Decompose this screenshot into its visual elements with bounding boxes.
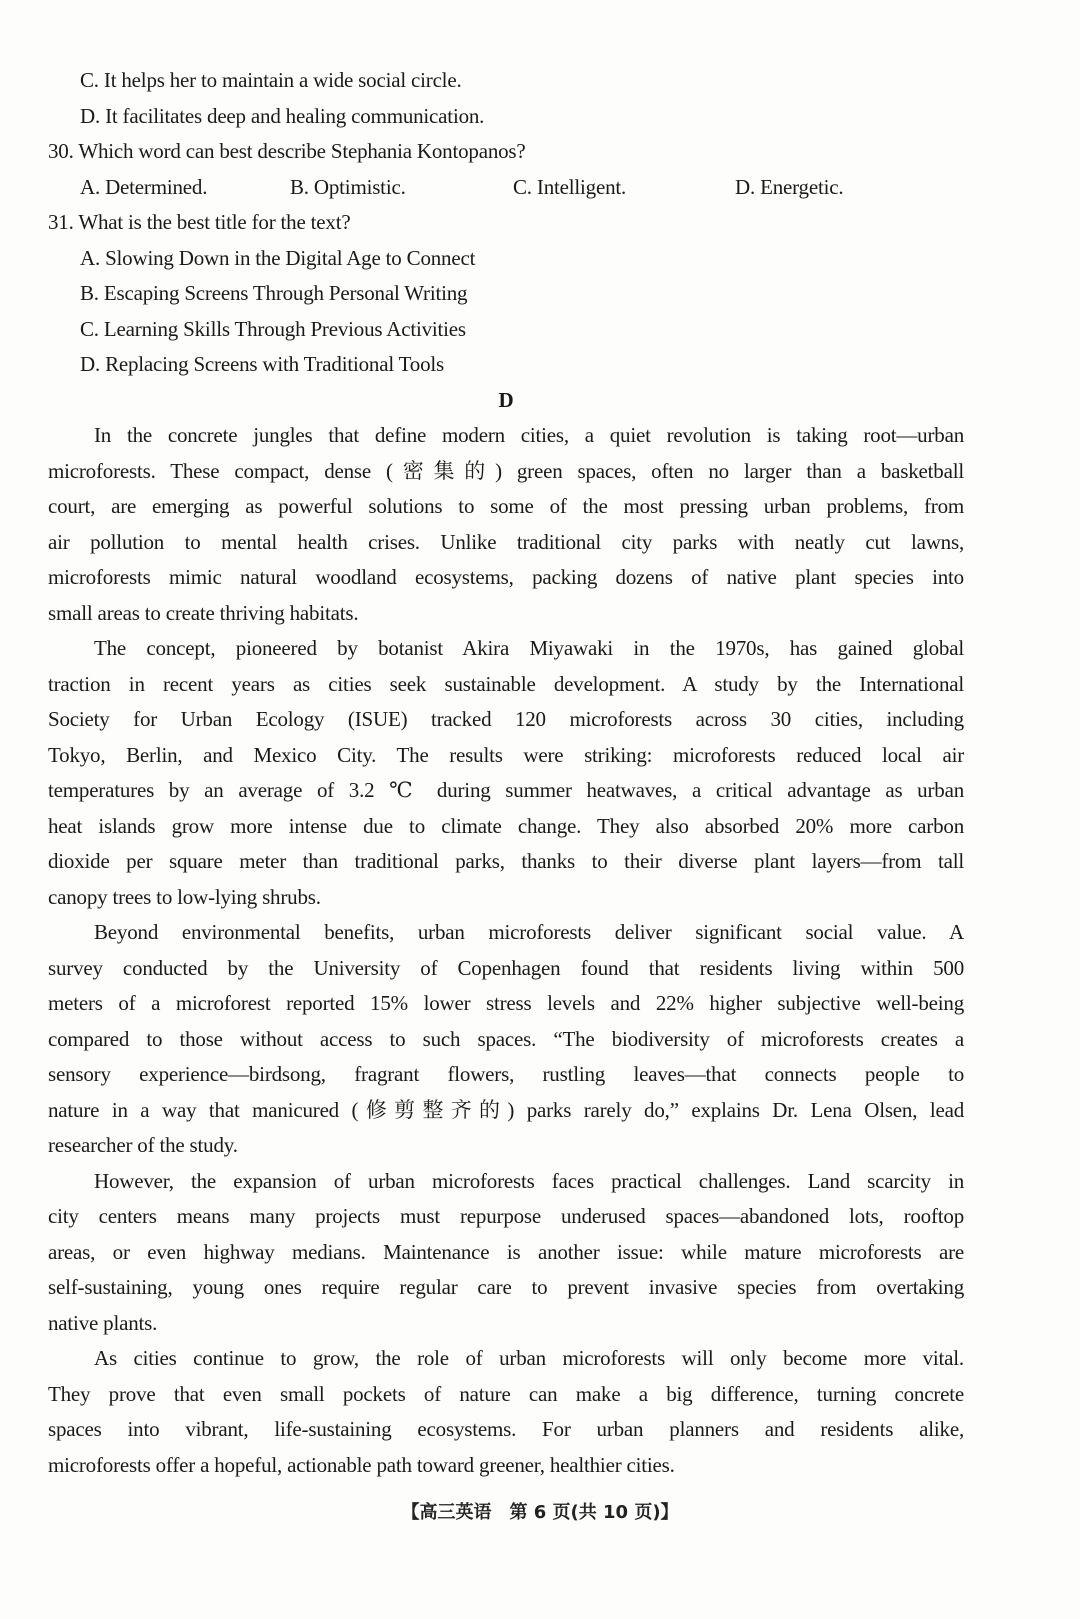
paragraph-line: areas, or even highway medians. Maintenance is another issue: while mature microforests are — [48, 1239, 964, 1264]
q29-option-c: C. It helps her to maintain a wide social circle. — [80, 68, 462, 92]
paragraph-line: researcher of the study. — [48, 1133, 238, 1157]
q31-option-c: C. Learning Skills Through Previous Activities — [80, 316, 466, 341]
paragraph-line: Tokyo, Berlin, and Mexico City. The results were striking: microforests reduced local air — [48, 742, 964, 767]
paragraph-line: survey conducted by the University of Copenhagen found that residents living within 500 — [48, 955, 964, 980]
paragraph-line: microforests offer a hopeful, actionable path toward greener, healthier cities. — [48, 1452, 675, 1477]
paragraph-line: Society for Urban Ecology (ISUE) tracked 120 microforests across 30 cities, including — [48, 707, 964, 731]
q31-stem: 31. What is the best title for the text? — [48, 210, 351, 234]
q30-stem: 30. Which word can best describe Stephania Kontopanos? — [48, 139, 526, 163]
paragraph — [48, 631, 964, 915]
paragraph-line: traction in recent years as cities seek sustainable development. A study by the International — [48, 671, 964, 696]
page-footer: 【高三英语 第 6 页(共 10 页)】 — [401, 1502, 679, 1523]
paragraph-line: small areas to create thriving habitats. — [48, 600, 359, 625]
paragraph-line: air pollution to mental health crises. Unlike traditional city parks with neatly cut lawns, — [48, 529, 964, 554]
paragraph-line: spaces into vibrant, life-sustaining ecosystems. For urban planners and residents alike, — [48, 1417, 964, 1441]
q30-options — [48, 170, 964, 206]
paragraph-line: compared to those without access to such spaces. “The biodiversity of microforests creates a — [48, 1026, 964, 1051]
section-label: D — [498, 387, 514, 412]
paragraph-line: They prove that even small pockets of nature can make a big difference, turning concrete — [48, 1381, 964, 1406]
q29-option-d: D. It facilitates deep and healing communication. — [80, 103, 485, 128]
paragraph — [48, 915, 964, 1164]
q30-option-c: C. Intelligent. — [513, 174, 627, 199]
paragraph-line: sensory experience—birdsong, fragrant flowers, rustling leaves—that connects people to — [48, 1062, 964, 1086]
paragraph — [48, 1341, 964, 1483]
paragraph-line: temperatures by an average of 3.2 ℃ during summer heatwaves, a critical advantage as urban — [48, 778, 964, 802]
paragraph-line: court, are emerging as powerful solutions to some of the most pressing urban problems, from — [48, 494, 964, 518]
q30-option-d: D. Energetic. — [735, 174, 844, 199]
q30-option-b: B. Optimistic. — [290, 174, 406, 199]
q31-option-a: A. Slowing Down in the Digital Age to Connect — [80, 245, 476, 270]
paragraph-line: The concept, pioneered by botanist Akira Miyawaki in the 1970s, has gained global — [94, 636, 964, 660]
paragraph-line: Beyond environmental benefits, urban microforests deliver significant social value. A — [94, 920, 964, 944]
paragraph — [48, 418, 964, 631]
q31-option-b: B. Escaping Screens Through Personal Writing — [80, 281, 468, 305]
paragraph-line: As cities continue to grow, the role of urban microforests will only become more vital. — [94, 1346, 964, 1370]
paragraph-line: canopy trees to low-lying shrubs. — [48, 884, 321, 909]
paragraph-line: microforests. These compact, dense (密集的) green spaces, often no larger than a basketball — [48, 458, 964, 483]
paragraph-line: native plants. — [48, 1310, 158, 1335]
paragraph-line: dioxide per square meter than traditional parks, thanks to their diverse plant layers—from tall — [48, 849, 964, 873]
paragraph-line: In the concrete jungles that define modern cities, a quiet revolution is taking root—urban — [94, 423, 964, 447]
passage — [48, 418, 964, 1483]
paragraph-line: heat islands grow more intense due to climate change. They also absorbed 20% more carbon — [48, 813, 964, 838]
paragraph — [48, 1164, 964, 1342]
exam-page-content — [48, 63, 964, 1483]
q31-option-d: D. Replacing Screens with Traditional Tools — [80, 352, 445, 376]
paragraph-line: microforests mimic natural woodland ecosystems, packing dozens of native plant species into — [48, 565, 964, 589]
q30-option-a: A. Determined. — [80, 174, 208, 199]
paragraph-line: meters of a microforest reported 15% lower stress levels and 22% higher subjective well-being — [48, 991, 964, 1015]
paragraph-line: city centers means many projects must repurpose underused spaces—abandoned lots, rooftop — [48, 1204, 964, 1228]
paragraph-line: However, the expansion of urban microforests faces practical challenges. Land scarcity in — [94, 1168, 964, 1193]
paragraph-line: self-sustaining, young ones require regular care to prevent invasive species from overtaking — [48, 1275, 964, 1299]
paragraph-line: nature in a way that manicured (修剪整齐的) parks rarely do,” explains Dr. Lena Olsen, lead — [48, 1097, 964, 1122]
